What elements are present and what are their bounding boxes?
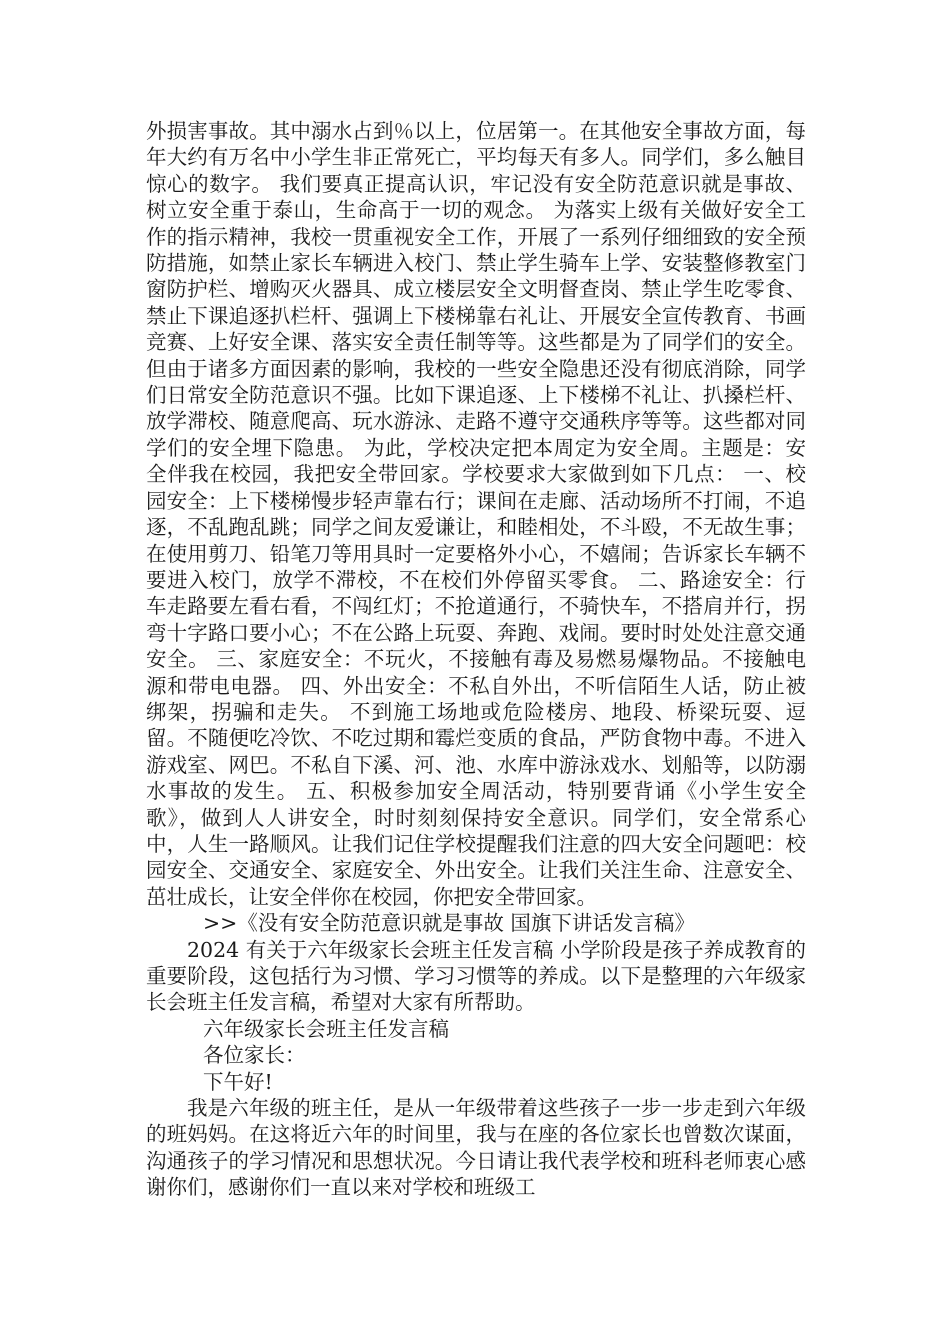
body-paragraph-speech: 我是六年级的班主任，是从一年级带着这些孩子一步一步走到六年级的班妈妈。在这将近六年的时间里，我与在座的各位家长也曾数次谋面，沟通孩子的学习情况和思想状况。今日请让我代表学校和班科老师衷心感谢你们，感谢你们一直以来对学校和班级工: [146, 1096, 806, 1200]
body-paragraph-safety: 外损害事故。其中溺水占到％以上，位居第一。在其他安全事故方面，每年大约有万名中小学生非正常死亡，平均每天有多人。同学们，多么触目惊心的数字。 我们要真正提高认识，牢记没有安全防范意识就是事故、树立安全重于泰山，生命高于一切的观念。 为落实上级有关做好安全工作的指示精神，我校一贯重视安全工作，开展了一系列仔细细致的安全预防措施，如禁止家长车辆进入校门、禁止学生骑车上学、安装整修教室门窗防护栏、增购灭火器具、成立楼层安全文明督查岗、禁止学生吃零食、禁止下课追逐扒栏杆、强调上下楼梯靠右礼让、开展安全宣传教育、书画竞赛、上好安全课、落实安全责任制等等。这些都是为了同学们的安全。 但由于诸多方面因素的影响，我校的一些安全隐患还没有彻底消除，同学们日常安全防范意识不强。比如下课追逐、上下楼梯不礼让、扒搡栏杆、放学滞校、随意爬高、玩水游泳、走路不遵守交通秩序等等。这些都对同学们的安全埋下隐患。 为此，学校决定把本周定为安全周。主题是：安全伴我在校园，我把安全带回家。学校要求大家做到如下几点： 一、校园安全：上下楼梯慢步轻声靠右行；课间在走廊、活动场所不打闹，不追逐，不乱跑乱跳；同学之间友爱谦让，和睦相处，不斗殴，不无故生事；在使用剪刀、铅笔刀等用具时一定要格外小心，不嬉闹；告诉家长车辆不要进入校门，放学不滞校，不在校们外停留买零食。 二、路途安全：行车走路要左看右看，不闯红灯；不抢道通行，不骑快车，不搭肩并行，拐弯十字路口要小心；不在公路上玩耍、奔跑、戏闹。要时时处处注意交通安全。 三、家庭安全：不玩火，不接触有毒及易燃易爆物品。不接触电源和带电电器。 四、外出安全：不私自外出，不听信陌生人话，防止被绑架，拐骗和走失。 不到施工场地或危险楼房、地段、桥梁玩耍、逗留。不随便吃冷饮、不吃过期和霉烂变质的食品，严防食物中毒。不进入游戏室、网巴。不私自下溪、河、池、水库中游泳戏水、划船等，以防溺水事故的发生。 五、积极参加安全周活动，特别要背诵《小学生安全歌》，做到人人讲安全，时时刻刻保持安全意识。同学们，安全常系心中，人生一路顺风。让我们记住学校提醒我们注意的四大安全问题吧：校园安全、交通安全、家庭安全、外出安全。让我们关注生命、注意安全、茁壮成长，让安全伴你在校园，你把安全带回家。: [146, 119, 806, 909]
speech-greeting: 下午好!: [203, 1069, 273, 1094]
body-paragraph-intro: 2024 有关于六年级家长会班主任发言稿 小学阶段是孩子养成教育的重要阶段，这包括行为习惯、学习习惯等的养成。以下是整理的六年级家长会班主任发言稿，希望对大家有所帮助。: [146, 937, 806, 1015]
document-page: [146, 118, 806, 1201]
related-article-link[interactable]: >>《没有安全防范意识就是事故 国旗下讲话发言稿》: [203, 911, 695, 936]
speech-heading: 六年级家长会班主任发言稿: [203, 1016, 449, 1041]
speech-salutation: 各位家长：: [203, 1043, 306, 1068]
